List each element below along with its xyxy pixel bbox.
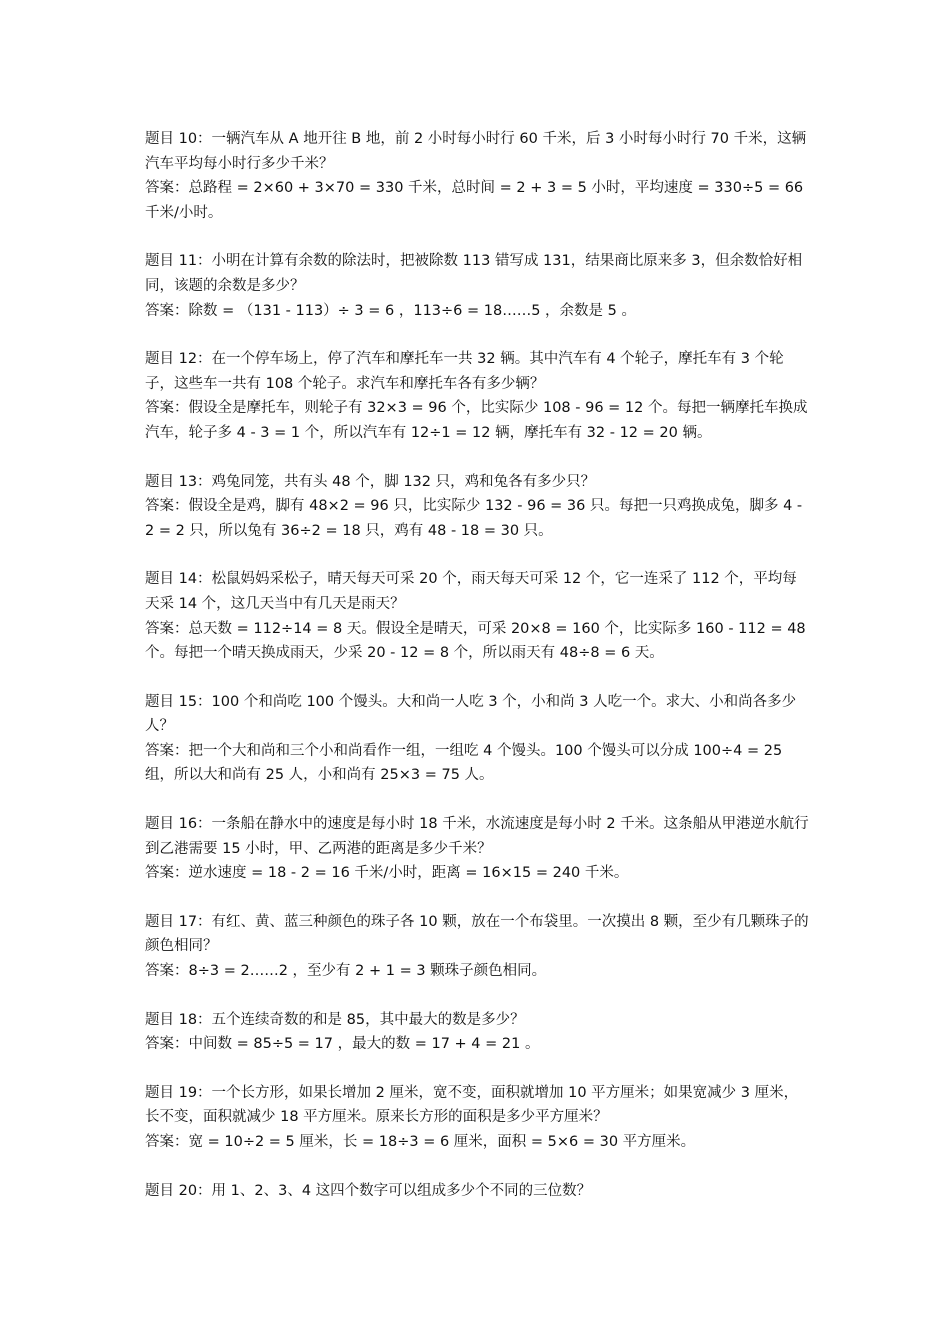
answer-text: 答案：假设全是摩托车，则轮子有 32×3 = 96 个，比实际少 108 - 96 = 12 个。每把一辆摩托车换成汽车，轮子多 4 - 3 = 1 个，所以汽车有 12÷1 = 12 辆，摩托车有 32 - 12 = 20 辆。 — [145, 400, 808, 441]
answer-text: 答案：假设全是鸡，脚有 48×2 = 96 只，比实际少 132 - 96 = 36 只。每把一只鸡换成兔，脚多 4 - 2 = 2 只，所以兔有 36÷2 = 18 只，鸡有 48 - 18 = 30 只。 — [145, 498, 807, 539]
problem-10 — [145, 127, 810, 225]
problem-13 — [145, 470, 810, 544]
answer-text: 答案：总路程 = 2×60 + 3×70 = 330 千米，总时间 = 2 + 3 = 5 小时，平均速度 = 330÷5 = 66 千米/小时。 — [145, 180, 808, 221]
question-text: 题目 12：在一个停车场上，停了汽车和摩托车一共 32 辆。其中汽车有 4 个轮子，摩托车有 3 个轮子，这些车一共有 108 个轮子。求汽车和摩托车各有多少辆？ — [145, 351, 784, 392]
problem-16 — [145, 812, 810, 886]
problem-14 — [145, 567, 810, 665]
problem-12 — [145, 347, 810, 445]
question-text: 题目 14：松鼠妈妈采松子，晴天每天可采 20 个，雨天每天可采 12 个，它一连采了 112 个，平均每天采 14 个，这几天当中有几天是雨天？ — [145, 571, 797, 612]
problem-19 — [145, 1081, 810, 1155]
question-text: 题目 20：用 1、2、3、4 这四个数字可以组成多少个不同的三位数？ — [145, 1182, 592, 1199]
question-text: 题目 16：一条船在静水中的速度是每小时 18 千米，水流速度是每小时 2 千米。这条船从甲港逆水航行到乙港需要 15 小时，甲、乙两港的距离是多少千米？ — [145, 816, 809, 857]
answer-text: 答案：8÷3 = 2……2 ，至少有 2 + 1 = 3 颗珠子颜色相同。 — [145, 963, 547, 980]
problem-20 — [145, 1179, 810, 1204]
question-text: 题目 11：小明在计算有余数的除法时，把被除数 113 错写成 131，结果商比原来多 3，但余数恰好相同，该题的余数是多少？ — [145, 253, 803, 294]
question-text: 题目 10：一辆汽车从 A 地开往 B 地，前 2 小时每小时行 60 千米，后 3 小时每小时行 70 千米，这辆汽车平均每小时行多少千米？ — [145, 131, 807, 172]
answer-text: 答案：总天数 = 112÷14 = 8 天。假设全是晴天，可采 20×8 = 160 个，比实际多 160 - 112 = 48 个。每把一个晴天换成雨天，少采 20 - 12 = 8 个，所以雨天有 48÷8 = 6 天。 — [145, 620, 811, 662]
problem-11 — [145, 249, 810, 323]
answer-text: 答案：中间数 = 85÷5 = 17 ，最大的数 = 17 + 4 = 21 。 — [145, 1036, 540, 1053]
answer-text: 答案：把一个大和尚和三个小和尚看作一组，一组吃 4 个馒头。100 个馒头可以分成 100÷4 = 25 组，所以大和尚有 25 人，小和尚有 25×3 = 75 人。 — [145, 742, 787, 784]
question-text: 题目 18：五个连续奇数的和是 85，其中最大的数是多少？ — [145, 1011, 525, 1028]
question-text: 题目 13：鸡兔同笼，共有头 48 个，脚 132 只，鸡和兔各有多少只？ — [145, 473, 596, 490]
problem-18 — [145, 1008, 810, 1057]
question-text: 题目 19：一个长方形，如果长增加 2 厘米，宽不变，面积就增加 10 平方厘米；如果宽减少 3 厘米，长不变，面积就减少 18 平方厘米。原来长方形的面积是多少平方厘米？ — [145, 1084, 799, 1126]
question-text: 题目 17：有红、黄、蓝三种颜色的珠子各 10 颗，放在一个布袋里。一次摸出 8 颗，至少有几颗珠子的颜色相同？ — [145, 913, 809, 955]
answer-text: 答案：宽 = 10÷2 = 5 厘米，长 = 18÷3 = 6 厘米，面积 = 5×6 = 30 平方厘米。 — [145, 1134, 696, 1150]
problem-list — [145, 127, 810, 1227]
question-text: 题目 15：100 个和尚吃 100 个馒头。大和尚一人吃 3 个，小和尚 3 人吃一个。求大、小和尚各多少人？ — [145, 693, 797, 735]
problem-15 — [145, 690, 810, 788]
answer-text: 答案：逆水速度 = 18 - 2 = 16 千米/小时，距离 = 16×15 = 240 千米。 — [145, 865, 629, 882]
answer-text: 答案：除数 = （131 - 113）÷ 3 = 6 ，113÷6 = 18……5 ，余数是 5 。 — [145, 302, 637, 319]
problem-17 — [145, 910, 810, 984]
